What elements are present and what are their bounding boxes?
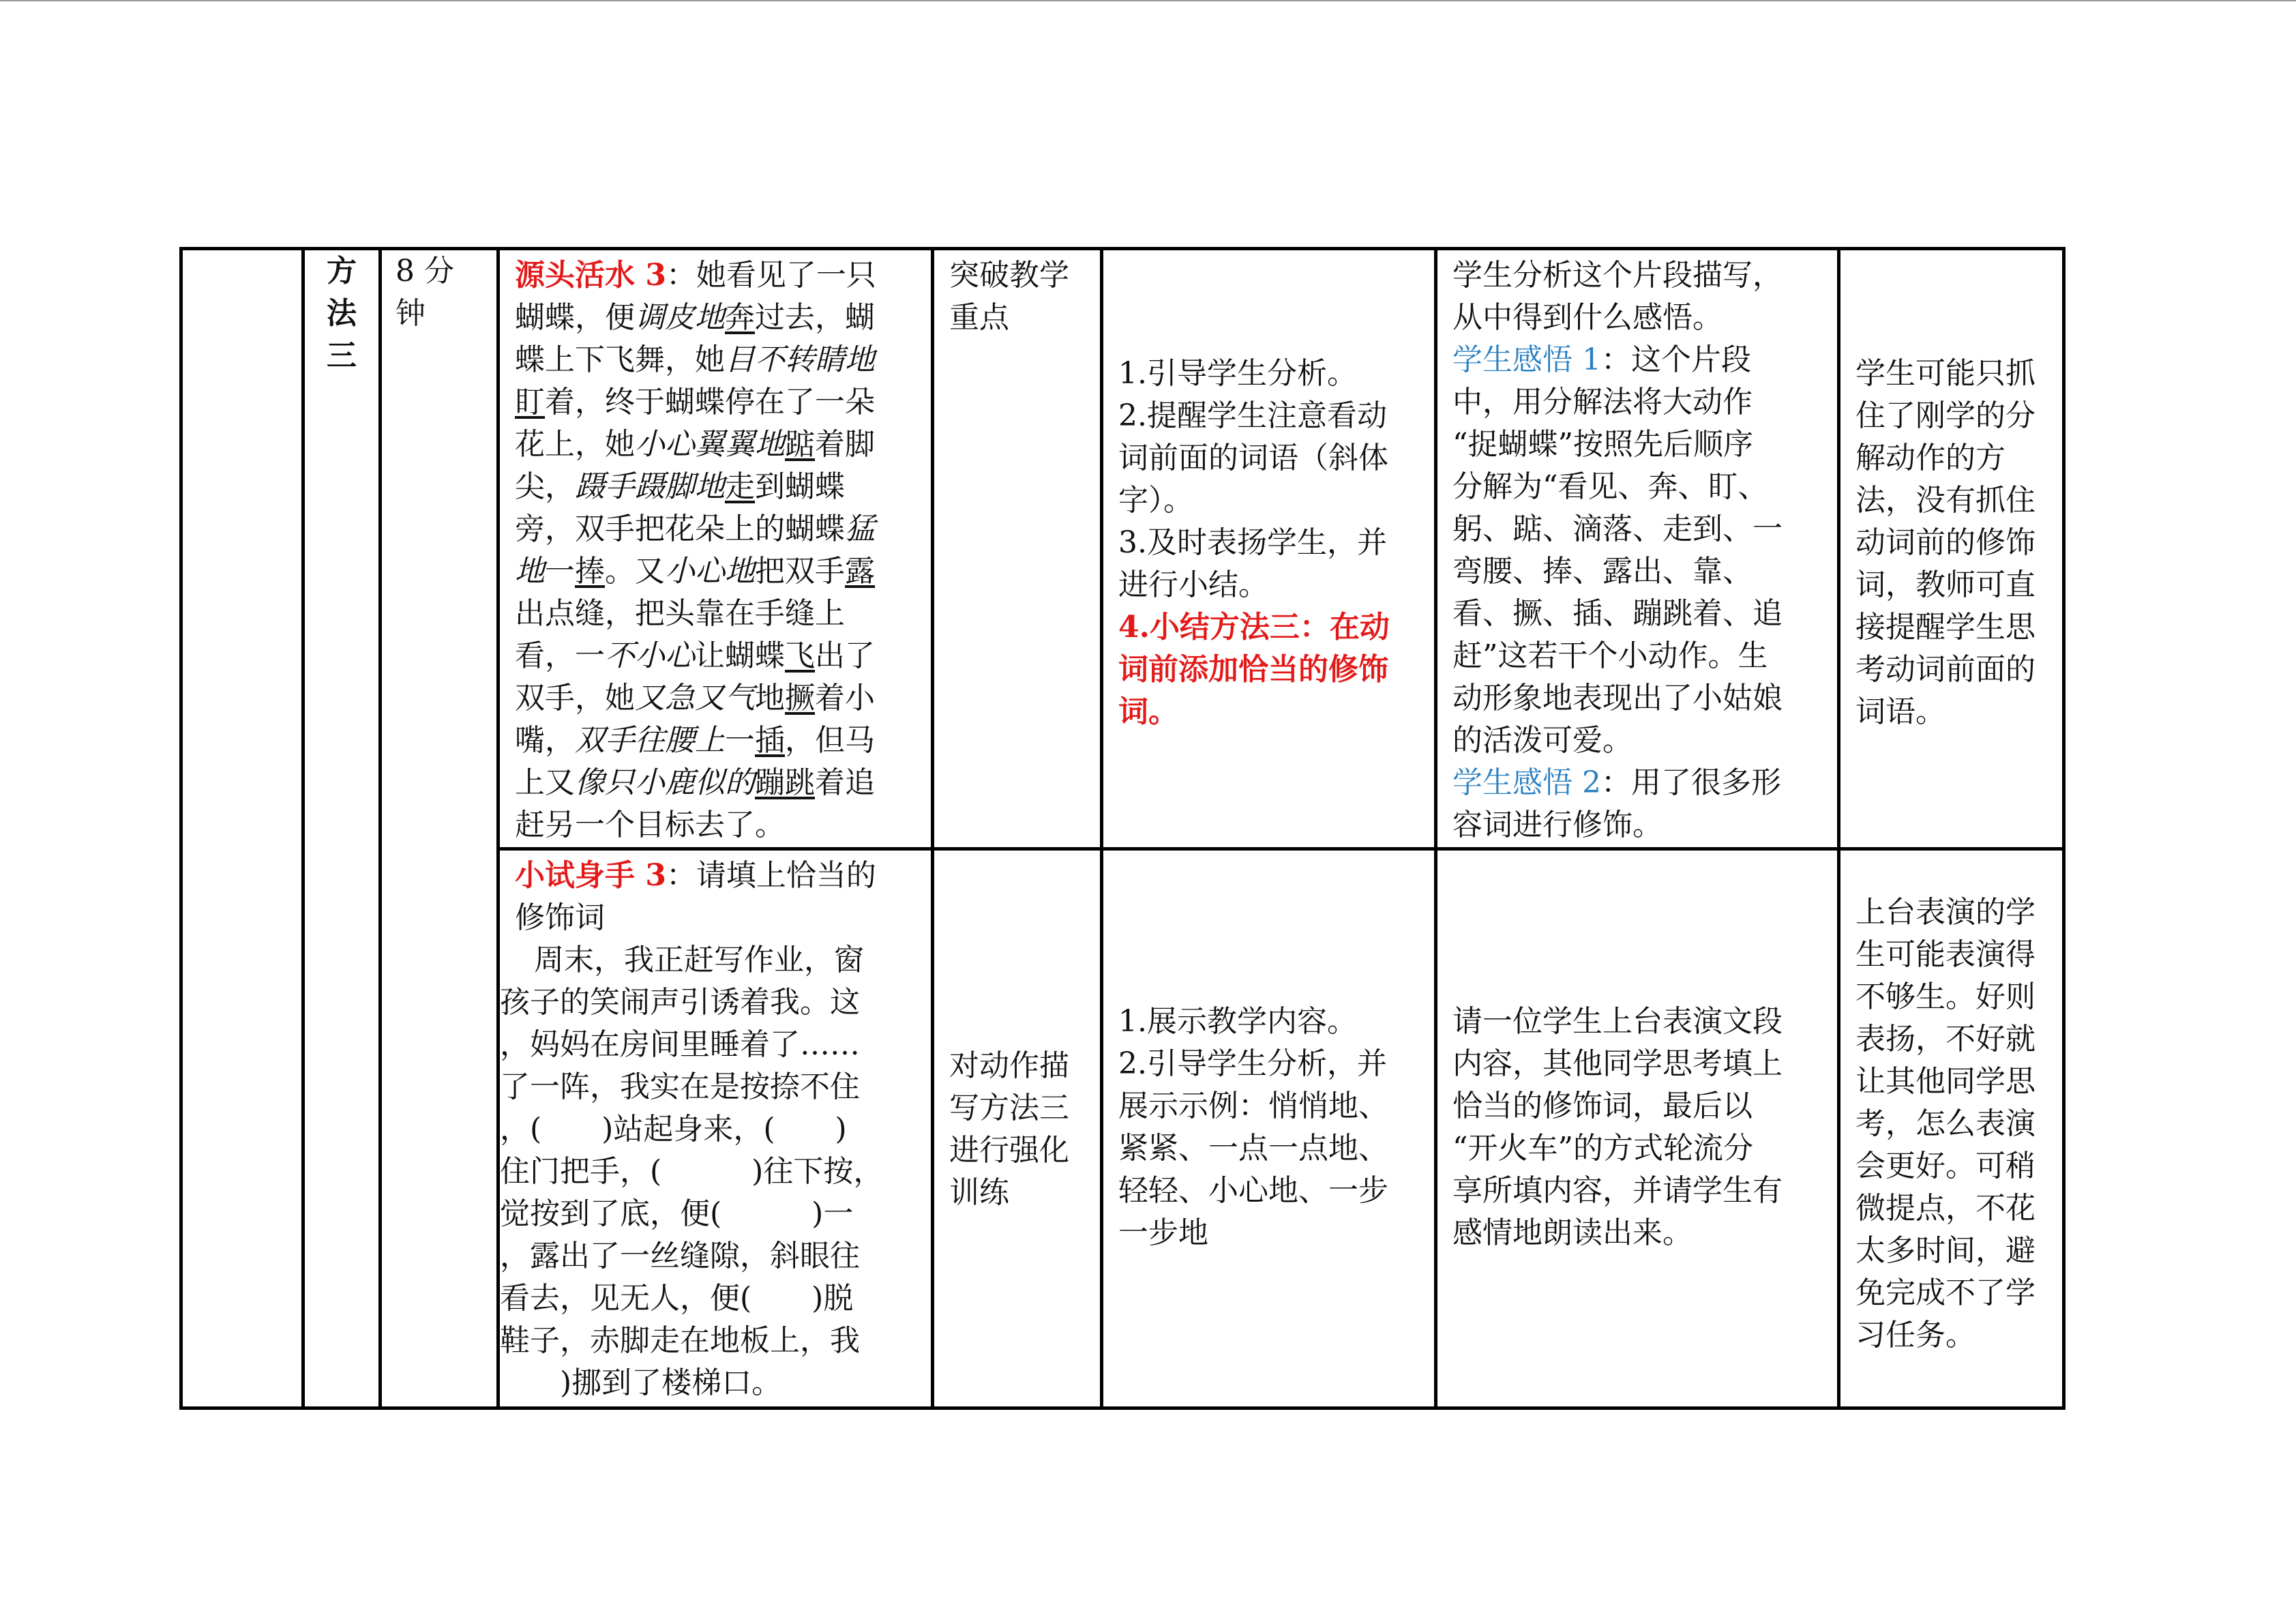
underlined-verb: 捧	[575, 554, 605, 589]
insight-1-text: ：这个片段	[1600, 342, 1751, 377]
possible-issue-cell	[1839, 249, 2064, 849]
goal-line: 进行强化	[949, 1133, 1069, 1168]
practice-line: ，妈妈在房间里睡着了……	[500, 1027, 860, 1062]
goal-line: 训练	[949, 1175, 1009, 1210]
insight-1-label: 学生感悟 1	[1452, 342, 1601, 377]
teacher-line: 展示示例：悄悄地、	[1118, 1089, 1388, 1123]
passage-text: 蝴蝶，便	[515, 300, 635, 335]
method-cell	[303, 249, 381, 1408]
passage-text: 一	[545, 554, 575, 589]
issue-line: 会更好。可稍	[1855, 1149, 2036, 1183]
student-line: 从中得到什么感悟。	[1452, 300, 1723, 335]
content-cell-practice	[498, 849, 933, 1408]
passage-line	[515, 550, 919, 593]
summary-line: 4.小结方法三：在动	[1118, 610, 1390, 645]
method-char: 三	[327, 338, 357, 373]
blank-column-cell	[181, 249, 303, 1408]
practice-line: 觉按到了底，便( )一	[500, 1196, 854, 1231]
teacher-line: 2.引导学生分析，并	[1118, 1046, 1387, 1081]
issue-line: 法，没有抓住	[1855, 483, 2036, 518]
passage-text: 到蝴蝶	[755, 469, 845, 504]
practice-line: 住门把手，( )往下按，	[500, 1154, 884, 1189]
teacher-line: 词前面的词语（斜体	[1118, 441, 1388, 475]
goal-cell	[933, 849, 1102, 1408]
practice-line: 周末，我正赶写作业，窗	[515, 943, 864, 977]
student-line: 感情地朗读出来。	[1452, 1215, 1693, 1250]
passage-text: 着追	[815, 765, 875, 800]
student-line	[1452, 720, 1825, 762]
italic-modifier: 像只小鹿似的	[575, 765, 755, 800]
passage-text: 出了	[815, 638, 875, 673]
insight-2-text: ：用了很多形	[1600, 765, 1781, 800]
summary-line: 词。	[1118, 694, 1178, 729]
insight-1-text: 看、撅、插、蹦跳着、追	[1452, 596, 1783, 631]
issue-line: 习任务。	[1855, 1318, 1976, 1353]
passage-text: 尖，	[515, 469, 575, 504]
passage-text: 过去，蝴	[755, 300, 875, 335]
italic-modifier: 猛	[845, 512, 875, 546]
passage-text: 双手，她	[515, 681, 635, 715]
practice-line: )挪到了楼梯口。	[500, 1365, 782, 1400]
goal-line: 写方法三	[949, 1091, 1069, 1125]
student-line: 享所填内容，并请学生有	[1452, 1173, 1783, 1208]
student-line	[1452, 804, 1825, 846]
passage-line	[515, 254, 919, 297]
insight-1-text: 动形象地表现出了小姑娘	[1452, 681, 1783, 715]
teacher-activity-cell	[1102, 249, 1436, 849]
student-line: 内容，其他同学思考填上	[1452, 1046, 1783, 1081]
passage-text: 。又	[605, 554, 665, 589]
practice-title: 小试身手 3	[515, 858, 666, 893]
practice-passage	[500, 851, 931, 1404]
passage-line	[515, 381, 919, 424]
italic-modifier: 调皮地	[635, 300, 725, 335]
summary-line: 词前添加恰当的修饰	[1118, 652, 1388, 687]
passage-line	[515, 804, 919, 846]
student-line: 恰当的修饰词，最后以	[1452, 1089, 1753, 1123]
possible-issue-text	[1840, 250, 2062, 733]
teacher-activity-text	[1103, 250, 1434, 733]
insight-1-text: 躬、踮、滴落、走到、一	[1452, 512, 1783, 546]
practice-line: ，露出了一丝缝隙，斜眼往	[500, 1239, 860, 1273]
passage-line	[515, 635, 919, 677]
teacher-line: 进行小结。	[1118, 567, 1268, 602]
insight-1-text: 分解为“看见、奔、盯、	[1452, 469, 1768, 504]
italic-modifier: 地	[515, 554, 545, 589]
source-water-title: 源头活水 3	[515, 258, 666, 293]
underlined-verb: 撅	[785, 681, 815, 715]
lesson-plan-table	[179, 247, 2066, 1410]
goal-line: 突破教学	[949, 258, 1069, 293]
student-line	[1452, 550, 1825, 593]
insight-1-text: “捉蝴蝶”按照先后顺序	[1452, 427, 1753, 462]
passage-text: 地	[755, 681, 785, 715]
passage-text: 着脚	[815, 427, 875, 462]
issue-line: 生可能表演得	[1855, 937, 2036, 972]
underlined-verb: 飞	[785, 638, 815, 673]
issue-line: 上台表演的学	[1855, 895, 2036, 930]
issue-line: 词，教师可直	[1855, 567, 2036, 602]
time-cell	[381, 249, 498, 1408]
method-char: 法	[327, 296, 357, 331]
italic-modifier: 小心地	[665, 554, 755, 589]
method-char: 方	[327, 254, 357, 289]
teacher-line: 紧紧、一点一点地、	[1118, 1131, 1388, 1166]
insight-2-text: 容词进行修饰。	[1452, 808, 1663, 842]
student-line	[1452, 466, 1825, 508]
issue-line: 住了刚学的分	[1855, 398, 2036, 433]
issue-line: 免完成不了学	[1855, 1275, 2036, 1310]
passage-text: 嘴，	[515, 723, 575, 758]
student-line	[1452, 508, 1825, 550]
practice-line: 修饰词	[515, 900, 605, 935]
practice-line: 了一阵，我实在是按捺不住	[500, 1069, 860, 1104]
teacher-line: 一步地	[1118, 1215, 1208, 1250]
passage-text: 赶另一个目标去了。	[515, 808, 785, 842]
passage-text: 蝶上下飞舞，她	[515, 342, 725, 377]
student-line	[1452, 339, 1825, 381]
page-top-edge	[0, 0, 2296, 1]
issue-line: 让其他同学思	[1855, 1064, 2036, 1099]
italic-modifier: 目不转睛地	[725, 342, 875, 377]
practice-title-rest: ：请填上恰当的	[666, 858, 876, 893]
issue-line: 学生可能只抓	[1855, 356, 2036, 391]
passage-text: 出点缝，把头靠在手缝上	[515, 596, 845, 631]
teacher-line: 轻轻、小心地、一步	[1118, 1173, 1388, 1208]
student-line	[1452, 424, 1825, 466]
underlined-verb: 奔	[725, 300, 755, 335]
passage-text: ：她看见了一只	[666, 258, 876, 293]
passage-text: 上又	[515, 765, 575, 800]
issue-line: 考动词前面的	[1855, 652, 2036, 687]
practice-line: ，( )站起身来，( )	[500, 1112, 847, 1147]
passage-text: ，但马	[785, 723, 875, 758]
insight-1-text: 的活泼可爱。	[1452, 723, 1632, 758]
passage-text: 让蝴蝶	[695, 638, 785, 673]
student-line	[1452, 635, 1825, 677]
passage-line	[515, 466, 919, 508]
underlined-verb: 露	[845, 554, 875, 589]
student-activity-text	[1437, 250, 1837, 846]
teacher-activity-text	[1103, 851, 1434, 1254]
teacher-line: 字）。	[1118, 483, 1193, 518]
underlined-verb: 走	[725, 469, 755, 504]
passage-text: 看，一	[515, 638, 605, 673]
underlined-verb: 踮	[785, 427, 815, 462]
student-line	[1452, 593, 1825, 635]
teacher-line: 1.引导学生分析。	[1118, 356, 1357, 391]
issue-line: 接提醒学生思	[1855, 610, 2036, 645]
passage-line	[515, 339, 919, 381]
passage-line	[515, 762, 919, 804]
passage-text: 花上，她	[515, 427, 635, 462]
student-line: “开火车”的方式轮流分	[1452, 1131, 1753, 1166]
italic-modifier: 蹑手蹑脚地	[575, 469, 725, 504]
passage-text: 一	[725, 723, 755, 758]
issue-line: 考，怎么表演	[1855, 1106, 2036, 1141]
time-text: 8 分钟	[396, 254, 454, 331]
issue-line: 太多时间，避	[1855, 1233, 2036, 1268]
possible-issue-cell	[1839, 849, 2064, 1408]
teacher-line: 3.及时表扬学生，并	[1118, 525, 1387, 560]
student-activity-cell	[1436, 849, 1839, 1408]
italic-modifier: 不小心	[605, 638, 695, 673]
teacher-line: 1.展示教学内容。	[1118, 1004, 1357, 1039]
passage-text: 着小	[815, 681, 875, 715]
student-activity-text	[1437, 851, 1837, 1254]
passage-line	[515, 720, 919, 762]
underlined-verb: 盯	[515, 385, 545, 419]
teacher-line: 2.提醒学生注意看动	[1118, 398, 1387, 433]
issue-line: 动词前的修饰	[1855, 525, 2036, 560]
passage-line	[515, 297, 919, 339]
issue-line: 不够生。好则	[1855, 979, 2036, 1014]
passage-text: 旁，双手把花朵上的蝴蝶	[515, 512, 845, 546]
passage-text: 着，终于蝴蝶停在了一朵	[545, 385, 875, 419]
issue-line: 词语。	[1855, 694, 1945, 729]
insight-1-text: 赶”这若干个小动作。生	[1452, 638, 1768, 673]
passage-line	[515, 508, 919, 550]
issue-line: 表扬，不好就	[1855, 1022, 2036, 1057]
practice-lines	[500, 897, 919, 1404]
italic-modifier: 双手往腰上	[575, 723, 725, 758]
goal-cell	[933, 249, 1102, 849]
insight-1-text: 中，用分解法将大动作	[1452, 385, 1753, 419]
student-line: 请一位学生上台表演文段	[1452, 1004, 1783, 1039]
teacher-activity-cell	[1102, 849, 1436, 1408]
table-row	[181, 249, 2064, 849]
issue-line: 微提点，不花	[1855, 1191, 2036, 1226]
italic-modifier: 小心翼翼地	[635, 427, 785, 462]
passage-line	[515, 593, 919, 635]
underlined-verb: 蹦跳	[755, 765, 815, 800]
issue-line: 解动作的方	[1855, 441, 2006, 475]
goal-text	[934, 851, 1100, 1214]
possible-issue-text	[1840, 851, 2062, 1357]
student-line	[1452, 381, 1825, 424]
italic-modifier: 又急又气	[635, 681, 755, 715]
student-line: 学生分析这个片段描写，	[1452, 258, 1783, 293]
underlined-verb: 插	[755, 723, 785, 758]
practice-line: 鞋子，赤脚走在地板上，我	[500, 1323, 860, 1358]
insight-2-label: 学生感悟 2	[1452, 765, 1601, 800]
goal-line: 对动作描	[949, 1048, 1069, 1083]
goal-line: 重点	[949, 300, 1009, 335]
practice-line: 孩子的笑闹声引诱着我。这	[500, 985, 860, 1020]
student-line	[1452, 677, 1825, 720]
insight-1-text: 弯腰、捧、露出、靠、	[1452, 554, 1753, 589]
student-activity-cell	[1436, 249, 1839, 849]
student-line	[1452, 762, 1825, 804]
content-cell-source-water	[498, 249, 933, 849]
passage-line	[515, 424, 919, 466]
practice-line: 看去，见无人，便( )脱	[500, 1281, 854, 1316]
passage-text: 把双手	[755, 554, 845, 589]
source-water-passage	[500, 250, 931, 846]
passage-line	[515, 677, 919, 720]
